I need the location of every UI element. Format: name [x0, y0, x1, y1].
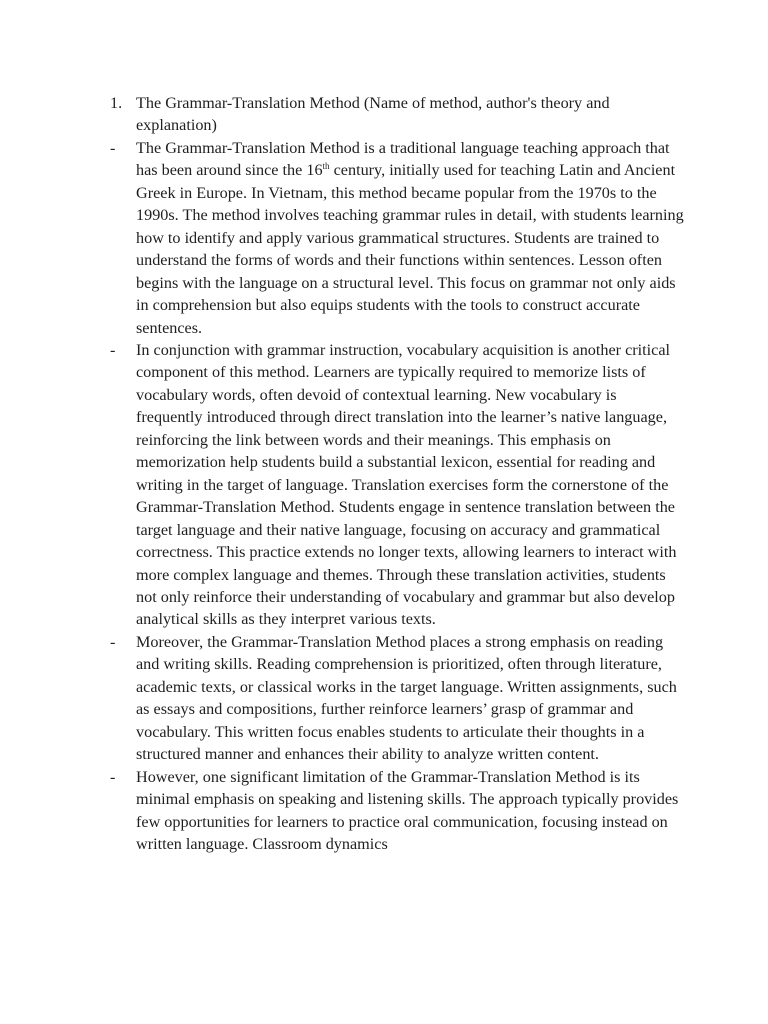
document-body [110, 92, 685, 855]
bullet-item-history [110, 137, 685, 339]
paragraph-text-start: The Grammar-Translation Method is a traditional language teaching approach that has been around since the 16 [136, 138, 670, 180]
bullet-item-reading-writing [110, 631, 685, 766]
paragraph-text: However, one significant limitation of the Grammar-Translation Method is its minimal emphasis on speaking and listening skills. The approach typically provides few opportunities for learners to practice oral communication, focusing instead on written language. Classroom dynamics [136, 767, 679, 853]
bullet-item-vocabulary [110, 339, 685, 631]
bullet-dash: - [110, 138, 116, 157]
bullet-item-limitation [110, 766, 685, 856]
paragraph-text-end: century, initially used for teaching Latin and Ancient Greek in Europe. In Vietnam, this method became popular from the 1970s to the 1990s. The method involves teaching grammar rules in detail, with students learning how to identify and apply various grammatical structures. Students are trained to understand the forms of words and their functions within sentences. Lesson often begins with the language on a structural level. This focus on grammar not only aids in comprehension but also equips students with the tools to construct accurate sentences. [136, 161, 684, 337]
bullet-dash: - [110, 632, 116, 651]
bullet-dash: - [110, 340, 116, 359]
heading-text: The Grammar-Translation Method (Name of method, author's theory and explanation) [136, 94, 610, 135]
paragraph-text: Moreover, the Grammar-Translation Method places a strong emphasis on reading and writing skills. Reading comprehension is prioritized, often through literature, academic texts, or classical works in the target language. Written assignments, such as essays and compositions, further reinforce learners’ grasp of grammar and vocabulary. This written focus enables students to articulate their thoughts in a structured manner and enhances their ability to analyze written content. [136, 632, 677, 764]
numbered-heading [110, 92, 685, 137]
list-number: 1. [110, 94, 123, 112]
ordinal-superscript: th [322, 161, 330, 172]
bullet-dash: - [110, 767, 116, 786]
paragraph-text: In conjunction with grammar instruction, vocabulary acquisition is another critical component of this method. Learners are typically required to memorize lists of vocabulary words, often devoid of contextual learning. New vocabulary is frequently introduced through direct translation into the learner’s native language, reinforcing the link between words and their meanings. This emphasis on memorization help students build a substantial lexicon, essential for reading and writing in the target of language. Translation exercises form the cornerstone of the Grammar-Translation Method. Students engage in sentence translation between the target language and their native language, focusing on accuracy and grammatical correctness. This practice extends no longer texts, allowing learners to interact with more complex language and themes. Through these translation activities, students not only reinforce their understanding of vocabulary and grammar but also develop analytical skills as they interpret various texts. [136, 340, 677, 629]
paragraph-text [136, 137, 685, 339]
